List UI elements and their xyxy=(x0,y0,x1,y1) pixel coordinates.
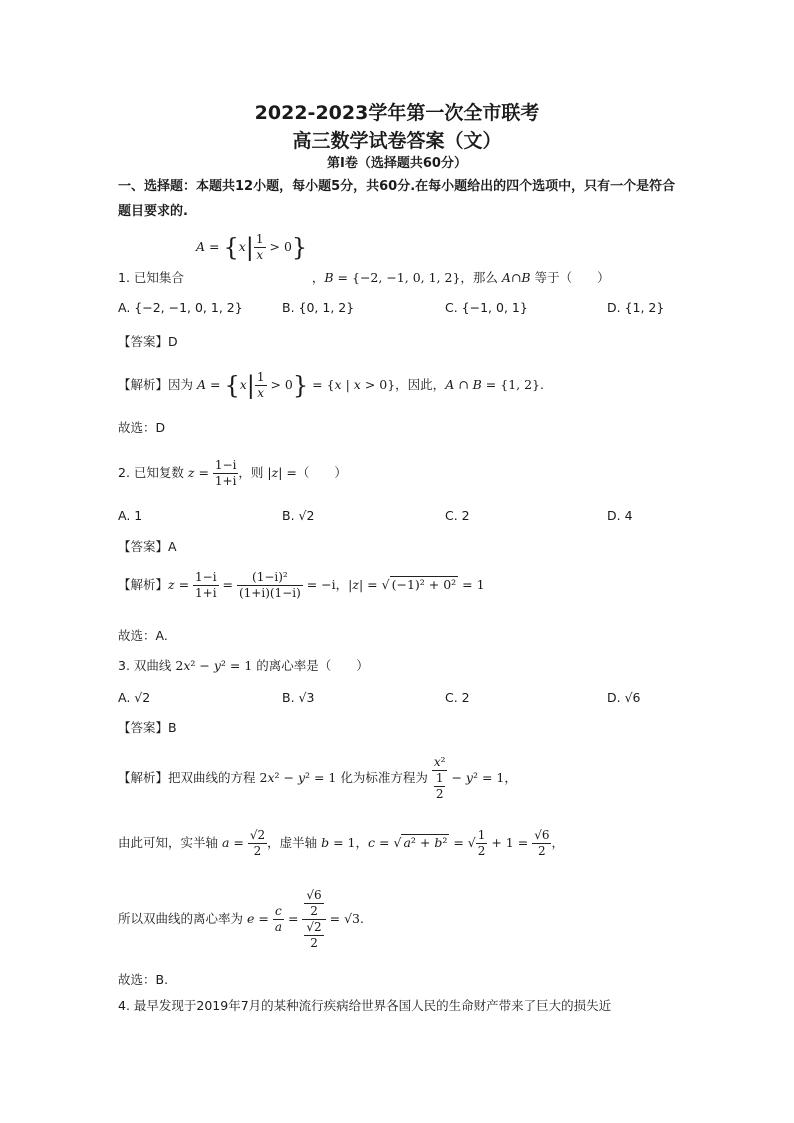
q4-stem: 4. 最早发现于2019年7月的某种流行疾病给世界各国人民的生命财产带来了巨大的损失近 xyxy=(118,998,612,1013)
q3-option-a: A. √2 xyxy=(118,690,151,705)
q2-option-c: C. 2 xyxy=(445,508,470,523)
q1-set-a: A = {x| $\frac{1}{x}$ > 0} xyxy=(196,232,308,262)
q2-answer: 【答案】A xyxy=(118,539,177,554)
q1-analysis: 【解析】因为 A = {x| $\frac{1}{x}$ > 0} = {x | x > 0}，因此，A ∩ B = {1, 2}. xyxy=(118,370,544,400)
q1-option-c: C. {−1, 0, 1} xyxy=(445,300,528,315)
q3-analysis-2: 由此可知，实半轴 a = $\frac{√2}{2}$ ，虚半轴 b = 1，c = √ a² + b² = √ $\frac{1}{2}$ + 1 = $\frac{√6}{2}$ ， xyxy=(118,828,564,858)
q1-stem: 1. 已知集合 ，B = {−2, −1, 0, 1, 2}，那么 A∩B 等于（ ） xyxy=(118,270,610,285)
q3-analysis-3: 所以双曲线的离心率为 e = $\frac{c}{a}$ = $\frac{\frac{√6}{2}}{\frac{√2}{2}}$ = √3. xyxy=(118,888,364,950)
q1-answer: 【答案】D xyxy=(118,334,178,349)
title-line-1: 2022-2023学年第一次全市联考 xyxy=(254,102,540,124)
q3-option-b: B. √3 xyxy=(282,690,315,705)
q3-analysis-1: 【解析】把双曲线的方程 2x² − y² = 1 化为标准方程为 $\frac{\text{x²}}{\frac{1}{2}}$ − y² = 1， xyxy=(118,755,517,801)
q1-option-d: D. {1, 2} xyxy=(607,300,665,315)
q2-option-a: A. 1 xyxy=(118,508,143,523)
q3-conclusion: 故选：B. xyxy=(118,972,169,987)
q3-answer: 【答案】B xyxy=(118,720,177,735)
section-heading: 一、选择题：本题共12小题，每小题5分，共60分.在每小题给出的四个选项中，只有一个是符合题目要求的. xyxy=(118,179,676,219)
q2-conclusion: 故选：A. xyxy=(118,628,168,643)
q1-prefix: 1. 已知集合 xyxy=(118,270,184,285)
q1-option-b: B. {0, 1, 2} xyxy=(282,300,355,315)
q2-analysis: 【解析】z = $\frac{1-i}{1+i}$ = $\frac{\text{(1−i)²}}{(1+i)(1-i)}$ = −i，|z| = √ (−1)² + 0² = 1 xyxy=(118,570,485,600)
q1-option-a: A. {−2, −1, 0, 1, 2} xyxy=(118,300,243,315)
q3-option-d: D. √6 xyxy=(607,690,641,705)
q3-stem: 3. 双曲线 2x² − y² = 1 的离心率是（ ） xyxy=(118,658,369,673)
q1-conclusion: 故选：D xyxy=(118,420,166,435)
q2-option-b: B. √2 xyxy=(282,508,315,523)
subtitle: 第Ⅰ卷（选择题共60分） xyxy=(327,156,467,171)
q2-stem: 2. 已知复数 z = $\frac{1-i}{1+i}$ ，则 |z| =（ ） xyxy=(118,458,347,488)
q2-option-d: D. 4 xyxy=(607,508,633,523)
q3-option-c: C. 2 xyxy=(445,690,470,705)
title-line-2: 高三数学试卷答案（文） xyxy=(292,130,502,152)
